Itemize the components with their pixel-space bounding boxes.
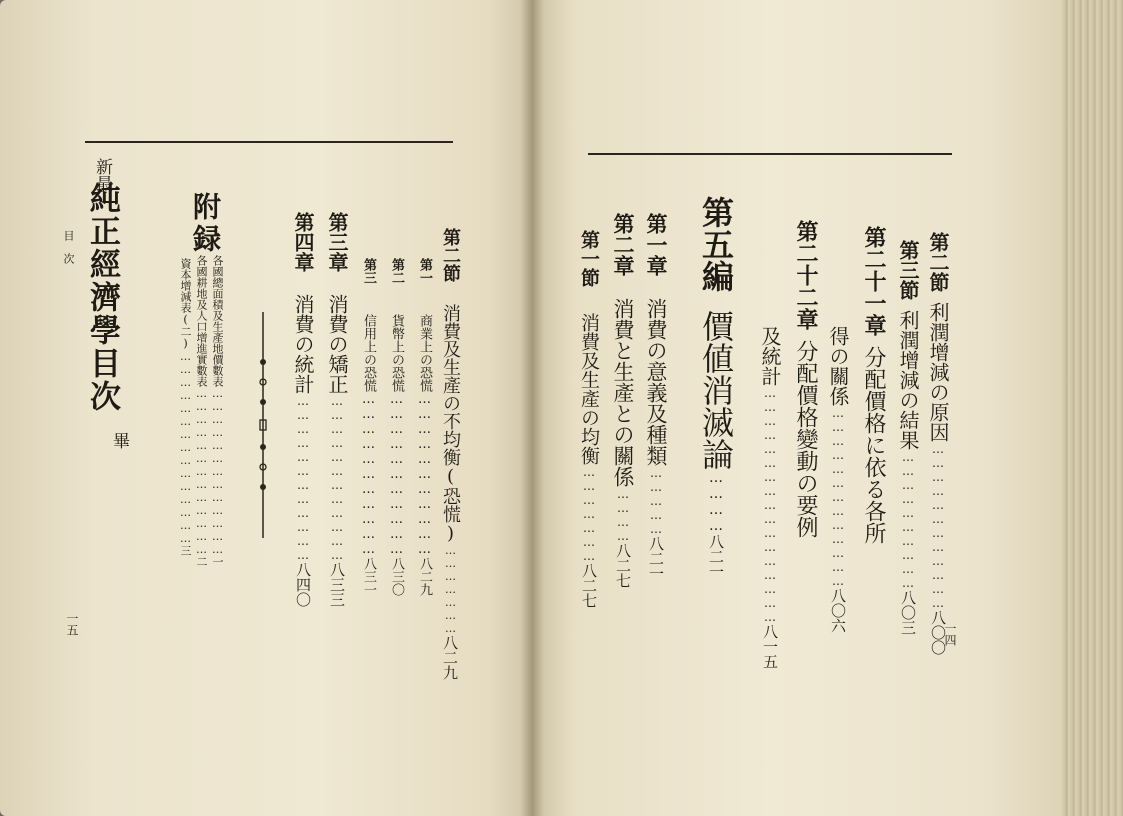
toc-entry-sub3 [362,258,375,596]
entry-heading: 第三 [361,258,376,284]
entry-title: 消費の矯正 [325,294,349,394]
toc-entry-r-part5 [697,196,735,579]
appendix-item-page: 一 [211,556,224,567]
entry-heading: 第二十二章 [793,220,818,330]
dot-leader: ……………………………… [296,394,310,562]
ornamental-divider [258,312,268,538]
entry-title: 商業上の恐慌 [417,314,432,392]
entry-page: 八〇〇 [929,610,947,655]
dot-leader: ………… [616,487,630,543]
appendix-item-title: 各國耕地及人口增進實數表 [195,255,208,387]
toc-entry-ch3 [327,212,347,607]
appendix-item-page: 二 [195,556,208,567]
left-header-rule [85,141,453,143]
book-title: 純正經濟學目次 [84,182,120,413]
entry-page: 八二一 [647,536,665,581]
toc-entry-r-sec2 [928,232,948,655]
appendix-item-title: 各國總面積及生產地價數表 [211,255,224,387]
entry-heading: 第三章 [325,212,349,272]
entry-page: 八三一 [361,557,376,596]
book-gutter [520,0,544,816]
entry-title: 消費及生產の均衡 [578,313,600,465]
appendix-item-3 [180,258,191,556]
entry-title: 消費の意義及種類 [644,298,668,466]
entry-title: 消費及生產の不均衡(恐慌) [440,304,461,544]
entry-page: 八二一 [707,534,725,579]
toc-entry-sub1 [418,258,431,596]
dot-leader: …………………………… [389,392,404,557]
entry-page: 八二九 [417,557,432,596]
entry-heading: 第四章 [291,212,315,272]
entry-title: 利潤增減の結果 [896,310,920,450]
dot-leader: ………………………… [901,450,915,590]
entry-heading: 第二十一章 [861,226,886,336]
entry-heading: 第一 [417,258,432,284]
appendix-item-2 [196,255,207,567]
entry-page: 八〇六 [829,588,847,633]
dot-leader: ………… [708,470,724,534]
entry-title: 消費と生產との關係 [611,298,635,487]
entry-heading: 第一章 [644,213,668,276]
dot-leader: …………………………… [417,392,432,557]
entry-page: 八四〇 [294,562,312,607]
entry-title: 分配價格變動の要例 [793,340,818,538]
toc-entry-ch4 [293,212,313,607]
dot-leader: ………………… [444,544,457,635]
appendix-item-1 [212,255,223,567]
toc-entry-sub2 [390,258,403,596]
entry-page: 八〇三 [899,590,917,635]
entry-page: 八二九 [441,635,459,680]
toc-entry-r-ch1 [645,213,666,581]
entry-heading: 第二 [389,258,404,284]
page-edge-stack [1062,0,1123,816]
entry-title: 利潤增減の原因 [926,302,950,442]
entry-page: 八二七 [580,563,598,608]
entry-title: 價値消滅論 [697,310,735,470]
entry-title: 信用上の恐慌 [361,314,376,392]
left-page-number: 一五 [65,612,79,636]
title-prefix: 新最 [92,158,112,192]
toc-entry-r-ch2 [612,213,633,588]
entry-heading: 第二章 [611,213,635,276]
dot-leader: ……………………………… [330,394,344,562]
right-header-rule [588,153,952,155]
dot-leader: ………………………………… [195,387,208,556]
title-suffix: 畢 [109,432,129,449]
dot-leader: …………………………… [361,392,376,557]
dot-leader: …………………………………………… [763,386,777,624]
appendix-item-page: 三 [179,545,192,556]
dot-leader: ………………………………… [211,387,224,556]
dot-leader: …………… [649,466,663,536]
entry-title: 分配價格に依る各所 [861,346,886,544]
appendix-item-title: 資本增減表(二) [179,258,192,350]
entry-title: 得の關係 [826,326,850,406]
toc-entry-r-ch21 [862,226,884,544]
dot-leader: ……………………………………… [179,350,192,545]
toc-entry-r-ch22-cont [760,326,780,669]
entry-heading: 第二節 [926,232,950,292]
dot-leader: ………………………………… [831,406,845,588]
entry-page: 八三〇 [389,557,404,596]
entry-page: 八三三 [328,562,346,607]
entry-heading: 第三節 [896,240,920,300]
appendix-label: 附録 [189,192,222,256]
entry-title: 貨幣上の恐慌 [389,314,404,392]
dot-leader: ………………… [582,465,596,563]
running-header: 目次 [62,230,75,276]
toc-entry-r-sec3 [898,240,918,635]
toc-entry-sec2 [441,228,459,680]
dot-leader: ……………………………… [931,442,945,610]
entry-heading: 第一節 [578,230,600,287]
toc-entry-r-ch22 [794,220,816,538]
entry-title: 及統計 [758,326,782,386]
entry-heading: 第二節 [440,228,461,282]
right-page-number: 一四 [943,622,957,646]
toc-entry-r-ch21-cont [828,326,848,633]
toc-entry-r-sec1 [579,230,598,608]
entry-title: 消費の統計 [291,294,315,394]
entry-page: 八二七 [614,543,632,588]
entry-heading: 第五編 [697,196,735,292]
entry-page: 八一五 [761,624,779,669]
